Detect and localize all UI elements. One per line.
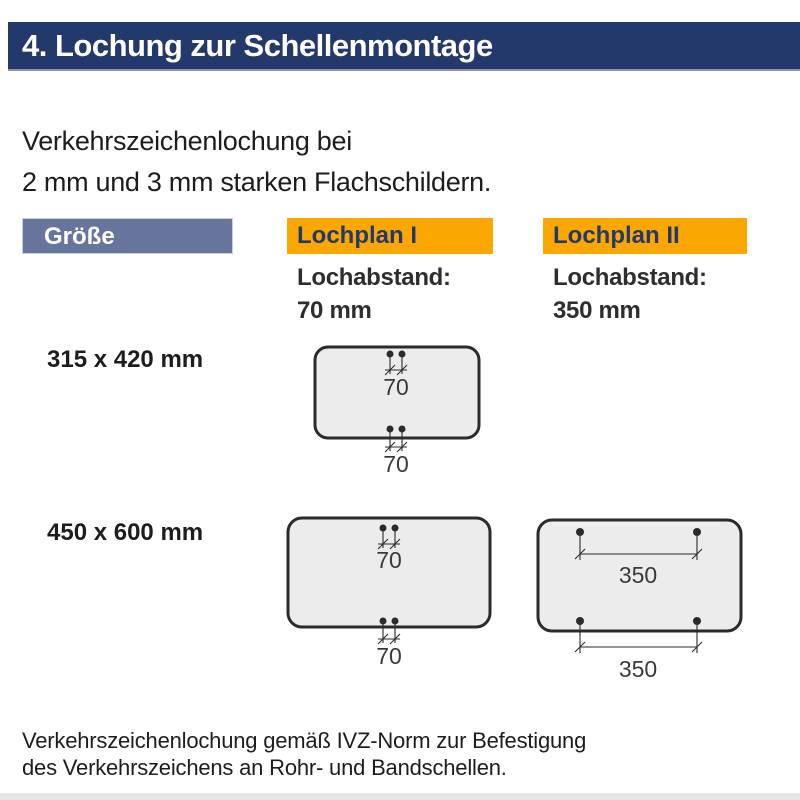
row-label-315x420: 315 x 420 mm: [47, 346, 204, 373]
title-bar: [8, 22, 800, 71]
page-title: 4. Lochung zur Schellenmontage: [22, 28, 493, 63]
dimension-value-bottom: 350: [618, 656, 658, 682]
column-header-groesse: Größe: [22, 218, 233, 254]
column-header-lochplan-2: Lochplan II: [543, 218, 747, 254]
hole-bottom-right: [399, 426, 406, 433]
footer-note: [22, 727, 586, 781]
hole-top-right: [399, 351, 406, 358]
lochabstand-plan-1-label: Lochabstand:: [297, 264, 451, 291]
sign-diagram-315x420-lochplan1: [312, 344, 482, 484]
footer-line-2: des Verkehrszeichens an Rohr- und Bandschellen.: [22, 755, 507, 780]
intro-text: [22, 121, 491, 203]
hole-top-left: [576, 528, 584, 536]
intro-line-2: 2 mm und 3 mm starken Flachschildern.: [22, 167, 492, 197]
dimension-value-top: 350: [618, 562, 658, 588]
hole-bottom-left: [387, 426, 394, 433]
row-label-450x600: 450 x 600 mm: [47, 519, 204, 546]
column-header-lochplan-1: Lochplan I: [287, 218, 493, 254]
bottom-edge-strip: [0, 793, 800, 800]
footer-line-1: Verkehrszeichenlochung gemäß IVZ-Norm zur Befestigung: [22, 728, 587, 753]
dimension-value-top: 70: [383, 374, 409, 400]
lochabstand-plan-2-value: 350 mm: [553, 297, 641, 324]
hole-top-left: [387, 351, 394, 358]
hole-bottom-left: [380, 618, 387, 625]
hole-top-right: [392, 525, 399, 532]
dimension-value-top: 70: [376, 547, 402, 573]
lochabstand-plan-1: [297, 261, 451, 327]
lochabstand-plan-2-label: Lochabstand:: [553, 264, 707, 291]
hole-top-left: [380, 525, 387, 532]
hole-bottom-right: [693, 617, 701, 625]
lochabstand-plan-1-value: 70 mm: [297, 297, 372, 324]
hole-bottom-left: [576, 617, 584, 625]
sign-diagram-450x600-lochplan1: [285, 515, 497, 673]
hole-bottom-right: [392, 618, 399, 625]
sign-diagram-450x600-lochplan2: [535, 517, 747, 685]
lochabstand-plan-2: [553, 261, 707, 327]
dimension-value-bottom: 70: [383, 451, 409, 477]
dimension-value-bottom: 70: [376, 643, 402, 669]
intro-line-1: Verkehrszeichenlochung bei: [22, 126, 352, 156]
hole-top-right: [693, 528, 701, 536]
